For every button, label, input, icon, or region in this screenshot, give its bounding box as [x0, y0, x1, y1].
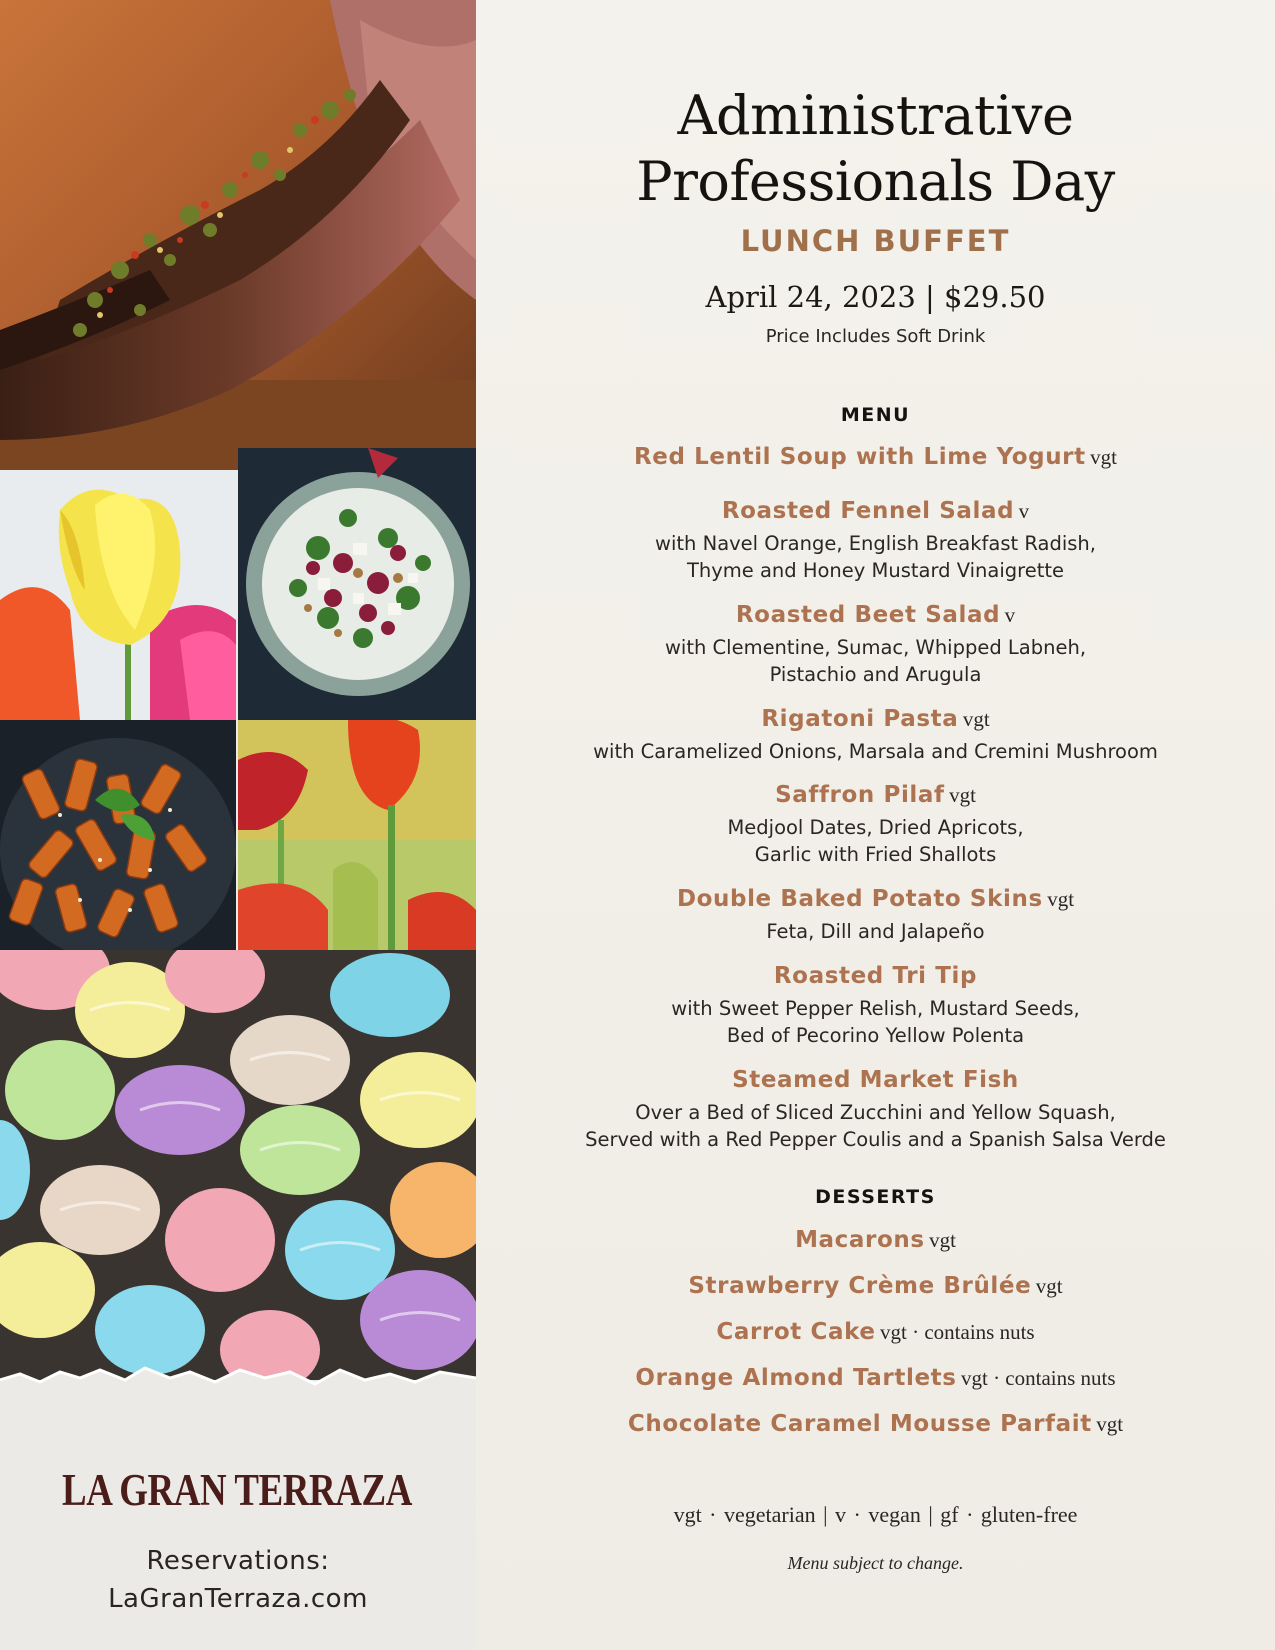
- dish-tag: v: [1004, 603, 1016, 627]
- dish-description: Pistachio and Arugula: [769, 663, 982, 686]
- dessert-name: Macarons: [795, 1227, 925, 1253]
- dish-tag: vgt: [1090, 445, 1118, 469]
- rigatoni-photo: [0, 720, 236, 972]
- menu-heading: MENU: [840, 404, 911, 426]
- dish-description: with Clementine, Sumac, Whipped Labneh,: [664, 636, 1087, 659]
- dish-name: Red Lentil Soup with Lime Yogurt: [633, 444, 1086, 470]
- dish-name: Saffron Pilaf: [775, 782, 945, 808]
- dessert-name: Orange Almond Tartlets: [635, 1365, 957, 1391]
- macarons-photo: [0, 950, 476, 1380]
- page-title-line2: Professionals Day: [636, 150, 1115, 213]
- reservations-label: Reservations:: [146, 1546, 330, 1576]
- dish-description: Medjool Dates, Dried Apricots,: [727, 816, 1024, 839]
- steak-photo: [0, 0, 476, 470]
- dish-tag: vgt: [962, 707, 990, 731]
- photo-column: [0, 0, 476, 1650]
- dessert-item: [476, 1273, 1275, 1299]
- dish-description: Feta, Dill and Jalapeño: [766, 920, 985, 943]
- dessert-item: [476, 1365, 1275, 1391]
- dish-name: Double Baked Potato Skins: [676, 886, 1043, 912]
- menu-item: [476, 963, 1275, 989]
- menu-item: [476, 782, 1275, 808]
- dish-description: with Sweet Pepper Relish, Mustard Seeds,: [671, 997, 1080, 1020]
- brand-logo[interactable]: [50, 1462, 450, 1518]
- dish-tag: v: [1018, 499, 1030, 523]
- menu-item: [476, 1067, 1275, 1093]
- dessert-item: [476, 1227, 1275, 1253]
- dish-tag: vgt: [1047, 887, 1075, 911]
- menu-column: [476, 0, 1275, 1650]
- dish-name: Steamed Market Fish: [732, 1067, 1019, 1093]
- dish-name: Roasted Tri Tip: [773, 963, 978, 989]
- dessert-tag: vgt: [929, 1228, 956, 1252]
- dietary-legend: vgt · vegetarian | v · vegan | gf · gluten-free: [673, 1502, 1078, 1527]
- dish-description: Thyme and Honey Mustard Vinaigrette: [686, 559, 1065, 582]
- dish-description: with Caramelized Onions, Marsala and Cremini Mushroom: [593, 740, 1158, 763]
- dish-description: Garlic with Fried Shallots: [754, 843, 997, 866]
- dish-description: Served with a Red Pepper Coulis and a Spanish Salsa Verde: [585, 1128, 1166, 1151]
- red-tulip-photo: [238, 720, 476, 950]
- dish-description: Bed of Pecorino Yellow Polenta: [726, 1024, 1025, 1047]
- beet-salad-photo: [238, 448, 476, 720]
- menu-change-note: Menu subject to change.: [787, 1553, 964, 1573]
- page-subtitle: LUNCH BUFFET: [740, 224, 1011, 258]
- yellow-tulip-photo: [0, 470, 236, 720]
- dessert-tag: vgt · contains nuts: [880, 1320, 1035, 1344]
- dish-description: Over a Bed of Sliced Zucchini and Yellow Squash,: [635, 1101, 1116, 1124]
- dessert-item: [476, 1319, 1275, 1345]
- desserts-heading: DESSERTS: [815, 1186, 936, 1208]
- menu-item: [476, 498, 1275, 524]
- dessert-tag: vgt: [1035, 1274, 1063, 1298]
- dessert-tag: vgt · contains nuts: [960, 1366, 1116, 1390]
- menu-item: [476, 444, 1275, 470]
- dessert-name: Carrot Cake: [716, 1319, 876, 1345]
- dish-name: Roasted Beet Salad: [735, 602, 1001, 628]
- price-includes-note: Price Includes Soft Drink: [765, 326, 986, 347]
- dish-name: Roasted Fennel Salad: [721, 498, 1015, 524]
- brand-name: LA GRAN TERRAZA: [62, 1465, 412, 1515]
- reservations-link[interactable]: LaGranTerraza.com: [108, 1584, 368, 1614]
- dessert-tag: vgt: [1096, 1412, 1124, 1436]
- dessert-name: Chocolate Caramel Mousse Parfait: [627, 1411, 1092, 1437]
- dish-name: Rigatoni Pasta: [761, 706, 959, 732]
- dessert-name: Strawberry Crème Brûlée: [688, 1273, 1032, 1299]
- dish-description: with Navel Orange, English Breakfast Radish,: [655, 532, 1096, 555]
- dessert-item: [476, 1411, 1275, 1437]
- page-title-line1: Administrative: [677, 84, 1074, 147]
- menu-item: [476, 886, 1275, 912]
- date-price-line: April 24, 2023 | $29.50: [705, 280, 1046, 314]
- menu-item: [476, 706, 1275, 732]
- menu-item: [476, 602, 1275, 628]
- dish-tag: vgt: [949, 783, 976, 807]
